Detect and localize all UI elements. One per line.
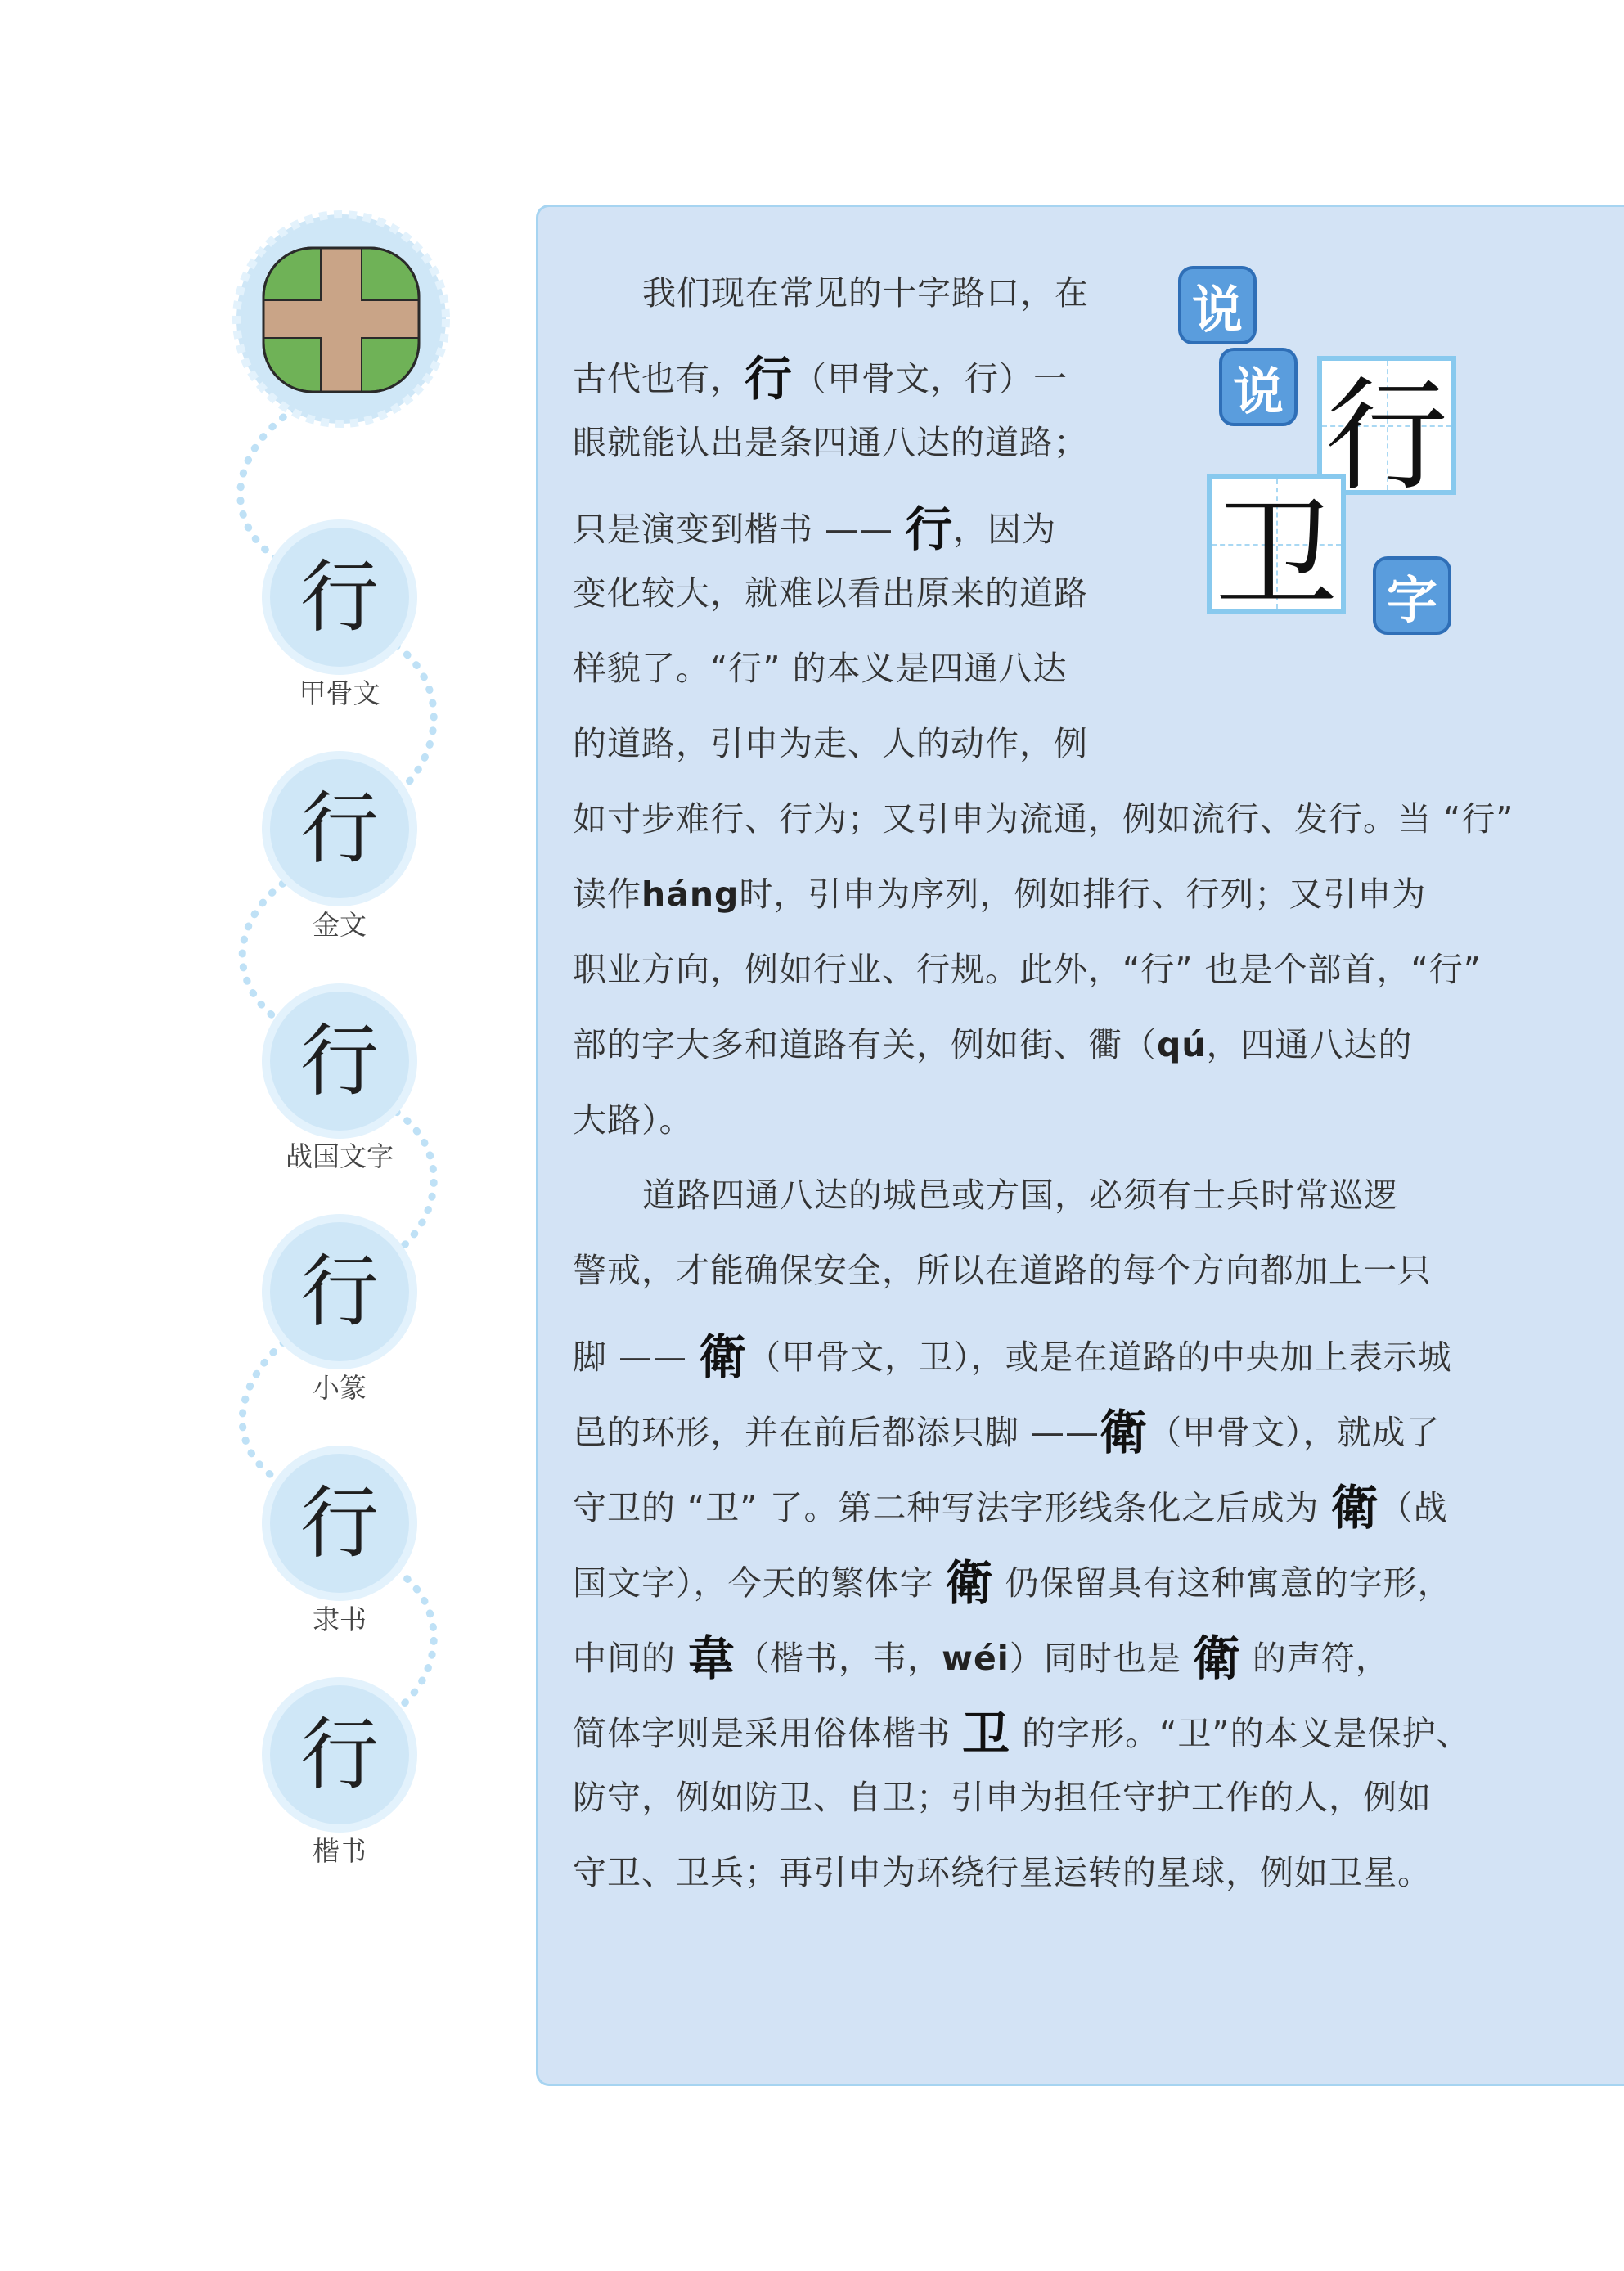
p1-line-11: [573, 1018, 1413, 1066]
title-char-wei: [1207, 474, 1346, 627]
stage-seal-label: 小篆: [313, 1372, 367, 1404]
p2-line-6-a: 国文字），今天的繁体字: [573, 1563, 934, 1603]
glyph-wei-traditional-2: 衛: [1192, 1630, 1241, 1686]
title-badge: [1178, 266, 1464, 650]
glyph-wei-oracle-2: 衛: [1100, 1405, 1149, 1460]
p2-line-6-b: 仍保留具有这种寓意的字形，: [1005, 1563, 1452, 1603]
glyph-xing-oracle: 行: [745, 351, 794, 407]
stage-seal-circle: [270, 1222, 409, 1361]
p2-line-2: 警戒，才能确保安全，所以在道路的每个方向都加上一只: [573, 1251, 1432, 1290]
title-char-xing-text: 行: [1325, 366, 1448, 508]
p2-line-9: 防守，例如防卫、自卫；引申为担任守护工作的人，例如: [573, 1778, 1432, 1817]
p2-line-6: [573, 1545, 1452, 1613]
glyph-oracle: 行: [300, 551, 379, 643]
p2-line-7-a: 中间的: [573, 1639, 676, 1678]
p1-line-2: [573, 340, 1068, 409]
p1-line-4: [573, 491, 1056, 560]
glyph-warring: 行: [300, 1015, 379, 1107]
p1-line-7: 的道路，引申为走、人的动作，例: [573, 724, 1088, 763]
title-char-shuo-1: 说: [1178, 266, 1257, 344]
p1-line-1: 我们现在常见的十字路口，在: [642, 273, 1089, 313]
p2-line-7: [573, 1620, 1390, 1689]
glyph-seal: 行: [300, 1246, 379, 1338]
p2-line-8-a: 简体字则是采用俗体楷书: [573, 1714, 951, 1753]
stage-bronze-label: 金文: [313, 909, 367, 941]
stage-warring-label: 战国文字: [286, 1140, 394, 1172]
p1-line-11-b: ，四通八达的: [1206, 1025, 1413, 1064]
glyph-regular: 行: [300, 1709, 379, 1801]
p1-line-9: [573, 867, 1426, 915]
p2-line-10: 守卫、卫兵；再引申为环绕行星运转的星球，例如卫星。: [573, 1853, 1432, 1892]
stage-oracle-label: 甲骨文: [299, 677, 380, 709]
glyph-xing-kai: 行: [905, 501, 954, 557]
p1-line-3: 眼就能认出是条四通八达的道路；: [573, 423, 1088, 462]
glyph-clerical: 行: [300, 1477, 379, 1569]
stage-regular-label: 楷书: [313, 1835, 367, 1867]
p1-line-10: 职业方向，例如行业、行规。此外，“行” 也是个部首，“行”: [573, 950, 1482, 989]
p1-line-2-a: 古代也有，: [573, 359, 745, 398]
glyph-wei-simplified: 卫: [962, 1706, 1011, 1761]
p2-line-5: [573, 1469, 1448, 1538]
stage-clerical-label: 隶书: [313, 1603, 367, 1635]
stage-oracle-circle: [270, 528, 409, 667]
p1-line-12: 大路）。: [573, 1100, 694, 1140]
pinyin-qu: qú: [1157, 1025, 1207, 1064]
glyph-wei-traditional: 衛: [945, 1555, 994, 1611]
glyph-bronze: 行: [300, 783, 379, 875]
title-char-zi: 字: [1373, 556, 1451, 635]
p1-line-9-b: 时，引申为序列，例如排行、行列；又引申为: [739, 875, 1427, 914]
stage-clerical-circle: [270, 1454, 409, 1593]
p2-line-8-b: 的字形。“卫”的本义是保护、: [1022, 1714, 1471, 1753]
p2-line-5-b: （战: [1379, 1488, 1448, 1527]
p2-line-4-b: （甲骨文），就成了: [1148, 1413, 1441, 1452]
p1-line-8: 如寸步难行、行为；又引申为流通，例如流行、发行。当 “行”: [573, 799, 1514, 839]
p1-line-4-a: 只是演变到楷书 ——: [573, 510, 894, 549]
p1-line-9-a: 读作: [573, 875, 641, 914]
stage-warring-circle: [270, 992, 409, 1131]
p1-line-6: 样貌了。“行” 的本义是四通八达: [573, 649, 1068, 688]
title-char-shuo-2: 说: [1219, 348, 1298, 426]
pinyin-wei: wéi: [942, 1639, 1010, 1678]
p2-line-8: [573, 1695, 1471, 1764]
p1-line-5: 变化较大，就难以看出原来的道路: [573, 573, 1088, 613]
p2-line-7-d: 的声符，: [1252, 1639, 1390, 1678]
glyph-wei-warring: 衛: [1330, 1480, 1379, 1536]
p2-line-4-a: 邑的环形，并在前后都添只脚 ——: [573, 1413, 1100, 1452]
title-char-wei-text: 卫: [1214, 484, 1338, 627]
p1-line-2-b: （甲骨文，行）一: [793, 359, 1068, 398]
glyph-wei-oracle-1: 衛: [699, 1329, 748, 1385]
stage-regular-circle: [270, 1685, 409, 1824]
p2-line-4: [573, 1394, 1441, 1463]
title-char-xing: [1317, 356, 1456, 508]
p2-line-7-b: （楷书，韦，: [736, 1639, 942, 1678]
p2-line-1: 道路四通八达的城邑或方国，必须有士兵时常巡逻: [642, 1176, 1398, 1215]
p2-line-3-b: （甲骨文，卫），或是在道路的中央加上表示城: [747, 1338, 1452, 1377]
stage-bronze-circle: [270, 759, 409, 898]
p2-line-5-a: 守卫的 “卫” 了。第二种写法字形线条化之后成为: [573, 1488, 1320, 1527]
glyph-wei-wei: 韋: [687, 1630, 736, 1686]
p2-line-7-c: ）同时也是: [1009, 1639, 1181, 1678]
p1-line-4-b: ，因为: [953, 510, 1057, 549]
p1-line-11-a: 部的字大多和道路有关，例如街、衢（: [573, 1025, 1157, 1064]
p2-line-3-a: 脚 ——: [573, 1338, 688, 1377]
crossroad-illustration: [231, 209, 452, 429]
pinyin-hang: háng: [641, 875, 740, 914]
p2-line-3: [573, 1319, 1452, 1387]
